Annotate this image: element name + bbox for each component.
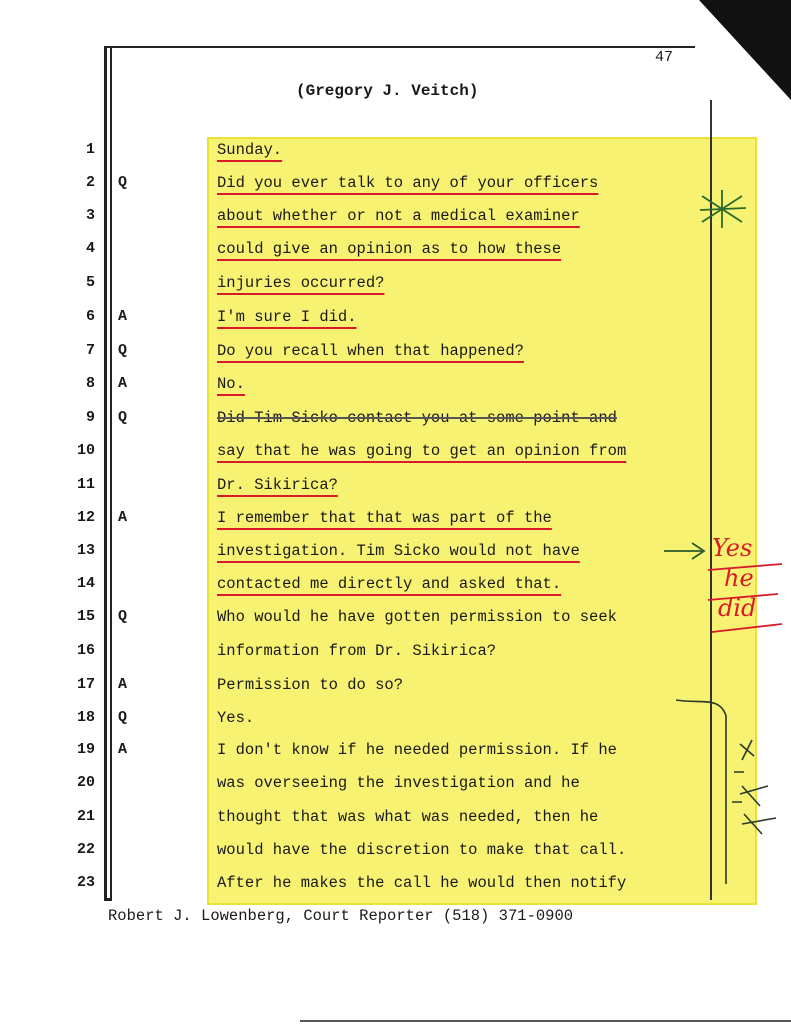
testimony-text: Who would he have gotten permission to seek [217, 608, 617, 626]
line-number: 3 [85, 207, 95, 224]
line-number: 14 [76, 575, 95, 592]
testimony-text: I'm sure I did. [217, 308, 357, 326]
line-number: 4 [85, 240, 95, 257]
line-number: 6 [85, 308, 95, 325]
speaker-label: A [118, 676, 128, 693]
testimony-text: Did you ever talk to any of your officers [217, 174, 599, 192]
testimony-text: Dr. Sikirica? [217, 476, 338, 494]
line-number: 19 [76, 741, 95, 758]
line-number: 16 [76, 642, 95, 659]
testimony-text: Did Tim Sicko contact you at some point and [217, 409, 617, 427]
testimony-text: Do you recall when that happened? [217, 342, 524, 360]
speaker-label: Q [118, 174, 128, 191]
handwritten-note-line: did [718, 594, 757, 622]
line-number: 18 [76, 709, 95, 726]
testimony-text: would have the discretion to make that call. [217, 841, 627, 859]
testimony-text: investigation. Tim Sicko would not have [217, 542, 580, 560]
line-number: 13 [76, 542, 95, 559]
line-number: 5 [85, 274, 95, 291]
line-number: 22 [76, 841, 95, 858]
page-number: 47 [655, 49, 674, 66]
speaker-label: Q [118, 709, 128, 726]
testimony-text: thought that was what was needed, then he [217, 808, 599, 826]
line-number: 17 [76, 676, 95, 693]
testimony-text: was overseeing the investigation and he [217, 774, 580, 792]
line-number: 9 [85, 409, 95, 426]
line-number: 7 [85, 342, 95, 359]
testimony-text: I remember that that was part of the [217, 509, 552, 527]
line-number: 8 [85, 375, 95, 392]
line-number: 12 [76, 509, 95, 526]
handwritten-note-line: he [724, 564, 754, 592]
witness-header: (Gregory J. Veitch) [296, 82, 479, 100]
asterisk-mark [700, 190, 746, 228]
speaker-label: Q [118, 409, 128, 426]
testimony-text: could give an opinion as to how these [217, 240, 562, 258]
court-reporter-footer: Robert J. Lowenberg, Court Reporter (518) 371-0900 [108, 907, 574, 925]
speaker-label: Q [118, 608, 128, 625]
testimony-text: Sunday. [217, 141, 283, 159]
arrow-mark [664, 543, 704, 559]
testimony-text: Permission to do so? [217, 676, 404, 694]
testimony-text: information from Dr. Sikirica? [217, 642, 497, 660]
line-number: 20 [76, 774, 95, 791]
testimony-text: No. [217, 375, 245, 393]
line-number: 11 [76, 476, 95, 493]
speaker-label: A [118, 509, 128, 526]
testimony-text: Yes. [217, 709, 255, 727]
speaker-label: A [118, 741, 128, 758]
testimony-text: about whether or not a medical examiner [217, 207, 580, 225]
line-number: 10 [76, 442, 95, 459]
line-number: 23 [76, 874, 95, 891]
testimony-text: I don't know if he needed permission. If he [217, 741, 617, 759]
line-number: 15 [76, 608, 95, 625]
testimony-text: say that he was going to get an opinion from [217, 442, 627, 460]
speaker-label: A [118, 308, 128, 325]
testimony-text: After he makes the call he would then notify [217, 874, 627, 892]
testimony-text: injuries occurred? [217, 274, 385, 292]
bracket-mark [676, 700, 776, 884]
line-number: 2 [85, 174, 95, 191]
speaker-label: A [118, 375, 128, 392]
handwritten-note-line: Yes [712, 534, 753, 562]
line-number: 21 [76, 808, 95, 825]
speaker-label: Q [118, 342, 128, 359]
line-number: 1 [85, 141, 95, 158]
testimony-text: contacted me directly and asked that. [217, 575, 562, 593]
scan-edge-line [300, 1020, 791, 1022]
